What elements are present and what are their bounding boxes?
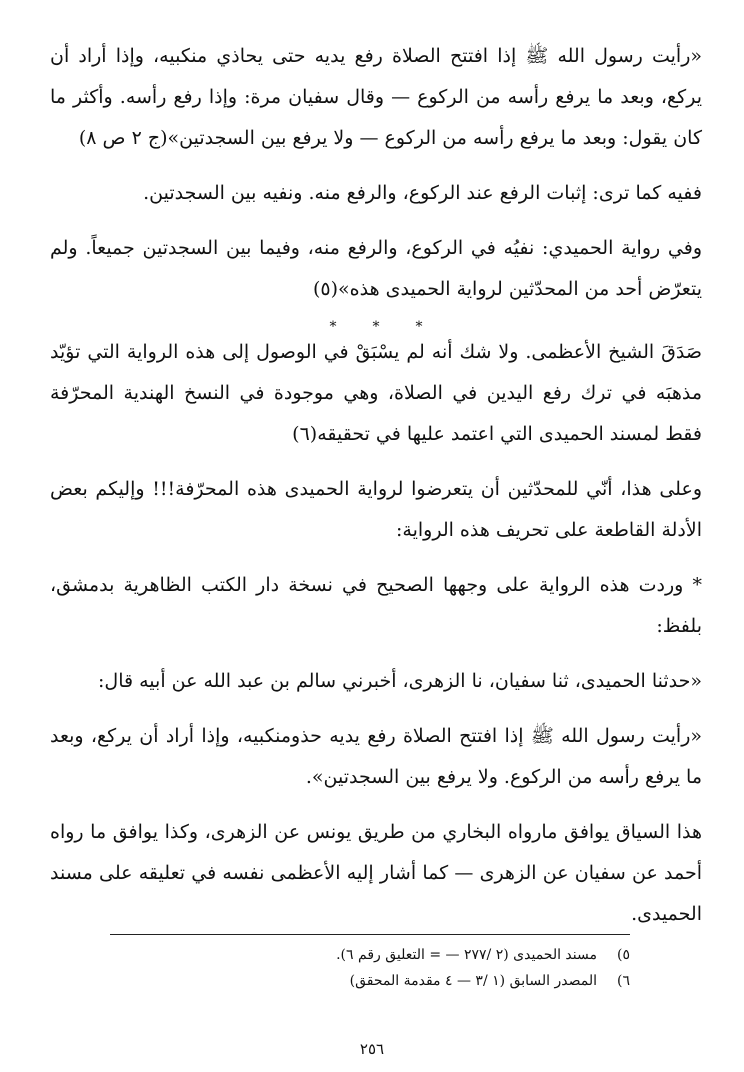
paragraph-correct-text: «رأيت رسول الله ﷺ إذا افتتح الصلاة رفع يديه حذومنكبيه، وإذا أراد أن يركع، وبعد ما يرفع رأسه من الركوع. ولا يرفع بين السجدتين». (50, 725, 702, 788)
paragraph-hadith-quote: «رأيت رسول الله ﷺ إذا افتتح الصلاة رفع يديه حتى يحاذي منكبيه، وإذا أراد أن يركع، وبعد ما يرفع رأسه من الركوع — وقال سفيان مرة: وإذا رفع رأسه. وأكثر ما كان يقول: وبعد ما يرفع رأسه من الركوع — ولا يرفع بين السجدتين»(ج ٢ ص ٨) (50, 45, 702, 149)
paragraph-humaydi-narration: وفي رواية الحميدي: نفيُه في الركوع، والرفع منه، وفيما بين السجدتين جميعاً. ولم يتعرّض أحد من المحدّثين لرواية الحميدى هذه»(٥) (50, 237, 702, 300)
separator-star: * (329, 319, 337, 335)
footnote-number: ٦) (617, 973, 630, 989)
footnote-number: ٥) (617, 947, 630, 963)
main-text (50, 36, 702, 949)
paragraph-azami-response: صَدَقَ الشيخ الأعظمى. ولا شك أنه لم يسْبَقْ في الوصول إلى هذه الرواية التي تؤيّد مذهبَه في ترك رفع اليدين في الصلاة، وهي موجودة في النسخ الهندية المحرّفة فقط لمسند الحميدى التي اعتمد عليها في تحقيقه(٦) (50, 341, 702, 445)
paragraph-zahiriyya-manuscript: * وردت هذه الرواية على وجهها الصحيح في نسخة دار الكتب الظاهرية بدمشق، بلفظ: (50, 574, 702, 637)
footnote-item (110, 942, 630, 968)
separator-star: * (415, 319, 423, 335)
footnote-text: المصدر السابق (١ /٣ — ٤ مقدمة المحقق) (349, 973, 597, 989)
separator-star: * (372, 319, 380, 335)
paragraph-isnad: «حدثنا الحميدى، ثنا سفيان، نا الزهرى، أخبرني سالم بن عبد الله عن أبيه قال: (98, 670, 702, 692)
footnote-text: مسند الحميدى (٢ /٢٧٧ — = التعليق رقم ٦). (336, 947, 597, 963)
footnotes (110, 942, 630, 994)
footnote-divider (110, 934, 630, 935)
footnote-item (110, 968, 630, 994)
paragraph-conclusion: هذا السياق يوافق مارواه البخاري من طريق يونس عن الزهرى، وكذا يوافق ما رواه أحمد عن سفيان عن الزهرى — كما أشار إليه الأعظمى نفسه في تعليقه على مسند الحميدى. (50, 821, 702, 925)
page-number: ٢٥٦ (359, 1040, 385, 1058)
paragraph-distortion-claim: وعلى هذا، أنّي للمحدّثين أن يتعرضوا لرواية الحميدى هذه المحرّفة!!! وإليكم بعض الأدلة القاطعة على تحريف هذه الرواية: (50, 478, 702, 541)
paragraph-commentary: ففيه كما ترى: إثبات الرفع عند الركوع، والرفع منه. ونفيه بين السجدتين. (143, 182, 702, 204)
